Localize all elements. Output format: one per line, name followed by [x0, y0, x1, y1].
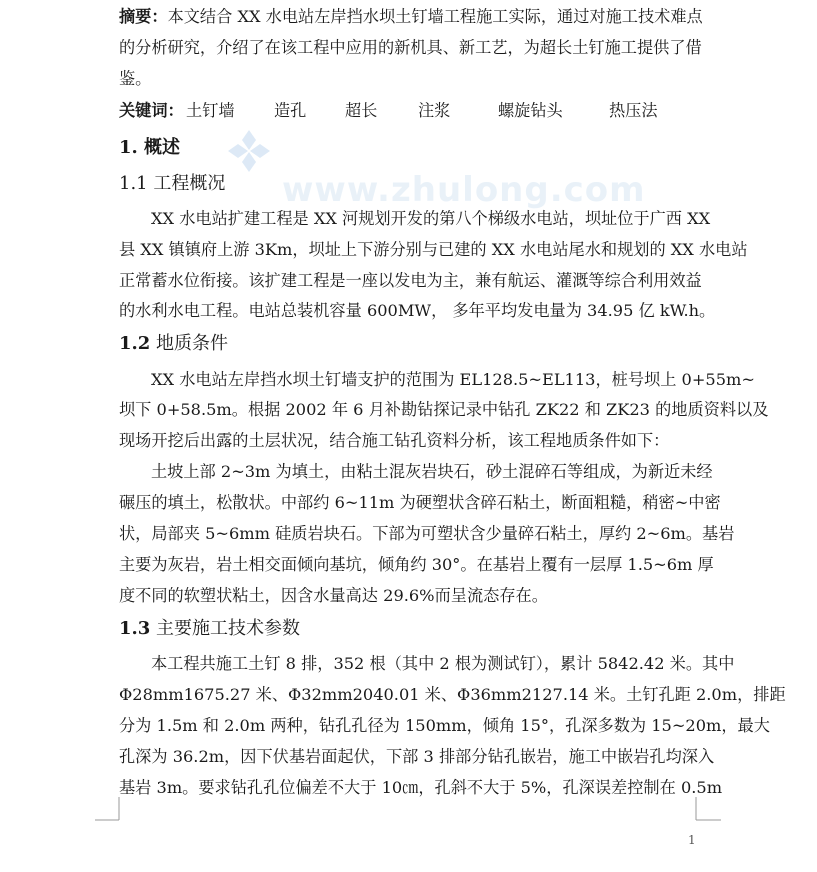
s11-line-3: 正常蓄水位衔接。该扩建工程是一座以发电为主，兼有航运、灌溉等综合利用效益: [119, 271, 702, 290]
keywords-label: 关键词：: [119, 101, 184, 120]
margin-mark-right: [695, 797, 721, 823]
keyword-2: 造孔: [274, 101, 307, 120]
s13-line-4: 孔深为 36.2m，因下伏基岩面起伏，下部 3 排部分钻孔嵌岩，施工中嵌岩孔均深入: [119, 747, 715, 766]
s13-line-2: Φ28mm1675.27 米、Φ32mm2040.01 米、Φ36mm2127.14 米。土钉孔距 2.0m，排距: [119, 685, 786, 704]
s12-p1-line-1: XX 水电站左岸挡水坝土钉墙支护的范围为 EL128.5~EL113，桩号坝上 0+55m~: [151, 370, 755, 389]
abstract-line-1: [119, 6, 703, 28]
abstract-text-1: 本文结合 XX 水电站左岸挡水坝土钉墙工程施工实际，通过对施工技术难点: [167, 7, 703, 26]
s11-line-2: 县 XX 镇镇府上游 3Km，坝址上下游分别与已建的 XX 水电站尾水和规划的 XX 水电站: [119, 240, 748, 259]
s11-line-1: XX 水电站扩建工程是 XX 河规划开发的第八个梯级水电站，坝址位于广西 XX: [151, 209, 711, 228]
keyword-3: 超长: [345, 101, 378, 120]
keyword-5: 螺旋钻头: [498, 101, 563, 120]
section-1-3-heading: [119, 618, 696, 640]
section-1-1-heading: 1.1 工程概况: [119, 173, 226, 194]
margin-mark-left: [95, 797, 121, 823]
section-1-2-heading: [119, 333, 696, 355]
watermark-text: www.zhulong.com: [282, 170, 646, 210]
abstract-line-3: 鉴。: [119, 69, 152, 88]
s13-line-5: 基岩 3m。要求钻孔孔位偏差不大于 10㎝，孔斜不大于 5%，孔深误差控制在 0.5m: [119, 778, 723, 797]
s12-p2-line-3: 状，局部夹 5~6mm 硅质岩块石。下部为可塑状含少量碎石粘土，厚约 2~6m。基岩: [119, 524, 735, 543]
abstract-label: 摘要：: [119, 7, 168, 26]
section-1-3-title: 主要施工技术参数: [150, 618, 301, 639]
s12-p2-line-4: 主要为灰岩，岩土相交面倾向基坑，倾角约 30°。在基岩上覆有一层厚 1.5~6m 厚: [119, 555, 714, 574]
s13-line-3: 分为 1.5m 和 2.0m 两种，钻孔孔径为 150mm，倾角 15°，孔深多数为 15~20m，最大: [119, 716, 770, 735]
section-1-2-number: 1.2: [119, 333, 151, 354]
s11-line-4: 的水利水电工程。电站总装机容量 600MW， 多年平均发电量为 34.95 亿 kW.h。: [119, 301, 716, 320]
s13-line-1: 本工程共施工土钉 8 排，352 根（其中 2 根为测试钉），累计 5842.42 米。其中: [151, 654, 735, 673]
s12-p2-line-2: 碾压的填土，松散状。中部约 6~11m 为硬塑状含碎石粘土，断面粗糙，稍密~中密: [119, 493, 721, 512]
keyword-1: 土钉墙: [186, 101, 235, 120]
keywords-line: [119, 100, 696, 122]
s12-p1-line-3: 现场开挖后出露的土层状况，结合施工钻孔资料分析，该工程地质条件如下：: [119, 431, 670, 450]
s12-p2-line-5: 度不同的软塑状粘土，因含水量高达 29.6%而呈流态存在。: [119, 586, 548, 605]
page-number: 1: [688, 833, 696, 847]
s12-p1-line-2: 坝下 0+58.5m。根据 2002 年 6 月补勘钻探记录中钻孔 ZK22 和 ZK23 的地质资料以及: [119, 400, 769, 419]
s12-p2-line-1: 土坡上部 2~3m 为填土，由粘土混灰岩块石，砂土混碎石等组成，为新近未经: [151, 462, 713, 481]
section-1-2-title: 地质条件: [150, 333, 229, 354]
section-1-heading: 1. 概述: [119, 137, 181, 158]
section-1-3-number: 1.3: [119, 618, 151, 639]
keyword-4: 注浆: [418, 101, 451, 120]
abstract-line-2: 的分析研究，介绍了在该工程中应用的新机具、新工艺，为超长土钉施工提供了借: [119, 38, 702, 57]
keyword-6: 热压法: [609, 101, 658, 120]
